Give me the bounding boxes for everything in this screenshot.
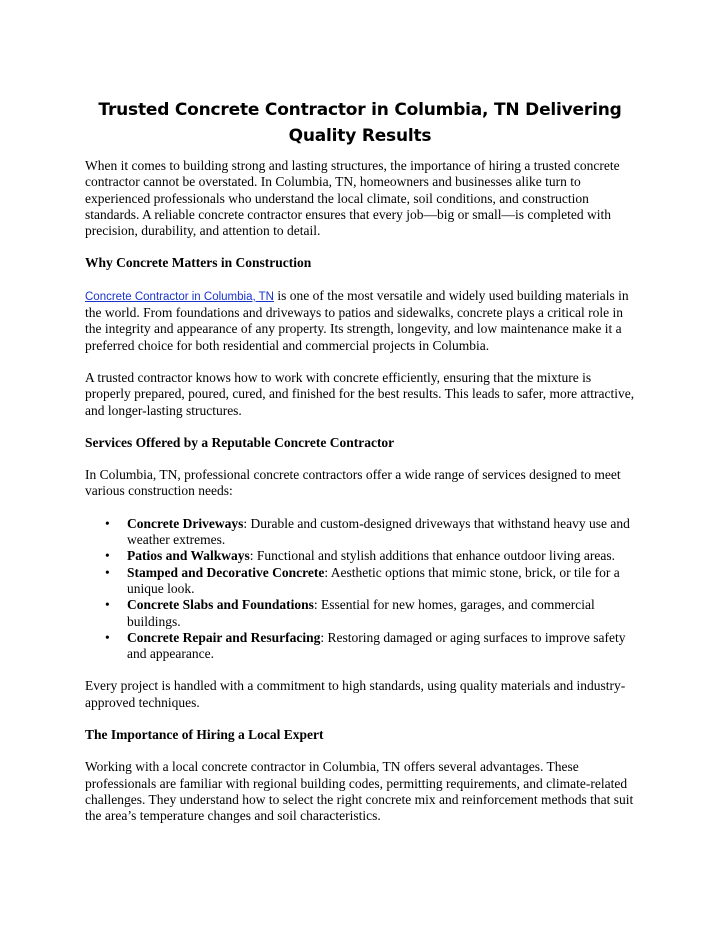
service-description: : Functional and stylish additions that enhance outdoor living areas. <box>249 548 615 564</box>
why-concrete-paragraph-1 <box>85 288 640 354</box>
service-description: : Aesthetic options that mimic stone, brick, or tile for a unique look. <box>127 564 620 596</box>
list-item <box>105 597 640 630</box>
list-item <box>105 515 640 549</box>
service-term: Patios and Walkways <box>127 548 250 564</box>
service-term: Concrete Slabs and Foundations <box>127 597 314 613</box>
service-description: : Durable and custom-designed driveways that withstand heavy use and weather extremes. <box>127 515 630 548</box>
why-concrete-paragraph-1-text: is one of the most versatile and widely used building materials in the world. From foundations and driveways to patios and sidewalks, concrete plays a critical role in the integrity and appearance of any property. Its strength, longevity, and low maintenance make it a preferred choice for both residential and commercial projects in Columbia. <box>85 287 629 353</box>
services-intro-paragraph: In Columbia, TN, professional concrete contractors offer a wide range of services designed to meet various construction needs: <box>85 467 621 499</box>
document-body <box>85 158 640 841</box>
section-heading-services: Services Offered by a Reputable Concrete Contractor <box>85 434 395 450</box>
service-description: : Restoring damaged or aging surfaces to improve safety and appearance. <box>127 629 626 662</box>
list-item <box>105 564 640 598</box>
list-item <box>105 629 640 663</box>
section-heading-local-expert: The Importance of Hiring a Local Expert <box>85 727 324 743</box>
bullet-icon: • <box>105 629 110 645</box>
why-concrete-paragraph-2: A trusted contractor knows how to work with concrete efficiently, ensuring that the mixture is properly prepared, poured, cured, and finished for the best results. This leads to safer, more attractive, and longer-lasting structures. <box>85 369 635 418</box>
bullet-icon: • <box>105 597 110 613</box>
service-term: Stamped and Decorative Concrete <box>127 564 325 580</box>
local-expert-paragraph: Working with a local concrete contractor in Columbia, TN offers several advantages. These professionals are familiar with regional building codes, permitting requirements, and climate-related challenges. They understand how to select the right concrete mix and reinforcement methods that suit the area’s temperature changes and soil characteristics. <box>85 759 634 824</box>
section-heading-why-concrete: Why Concrete Matters in Construction <box>85 255 312 271</box>
list-item <box>105 548 640 564</box>
services-outro-paragraph: Every project is handled with a commitment to high standards, using quality materials and industry-approved techniques. <box>85 678 626 710</box>
bullet-icon: • <box>105 515 110 531</box>
service-description: : Essential for new homes, garages, and commercial buildings. <box>127 597 595 629</box>
service-term: Concrete Repair and Resurfacing <box>127 629 321 645</box>
page-title: Trusted Concrete Contractor in Columbia, TN Delivering Quality Results <box>98 100 622 146</box>
intro-paragraph: When it comes to building strong and lasting structures, the importance of hiring a trusted concrete contractor cannot be overstated. In Columbia, TN, homeowners and businesses alike turn to experienced professionals who understand the local climate, soil conditions, and construction standards. A reliable concrete contractor ensures that every job—big or small—is completed with precision, durability, and attention to detail. <box>85 158 620 239</box>
bullet-icon: • <box>105 548 110 564</box>
bullet-icon: • <box>105 564 110 580</box>
service-term: Concrete Driveways <box>127 515 244 531</box>
services-list <box>85 516 640 663</box>
concrete-contractor-link[interactable]: Concrete Contractor in Columbia, TN <box>85 290 274 303</box>
